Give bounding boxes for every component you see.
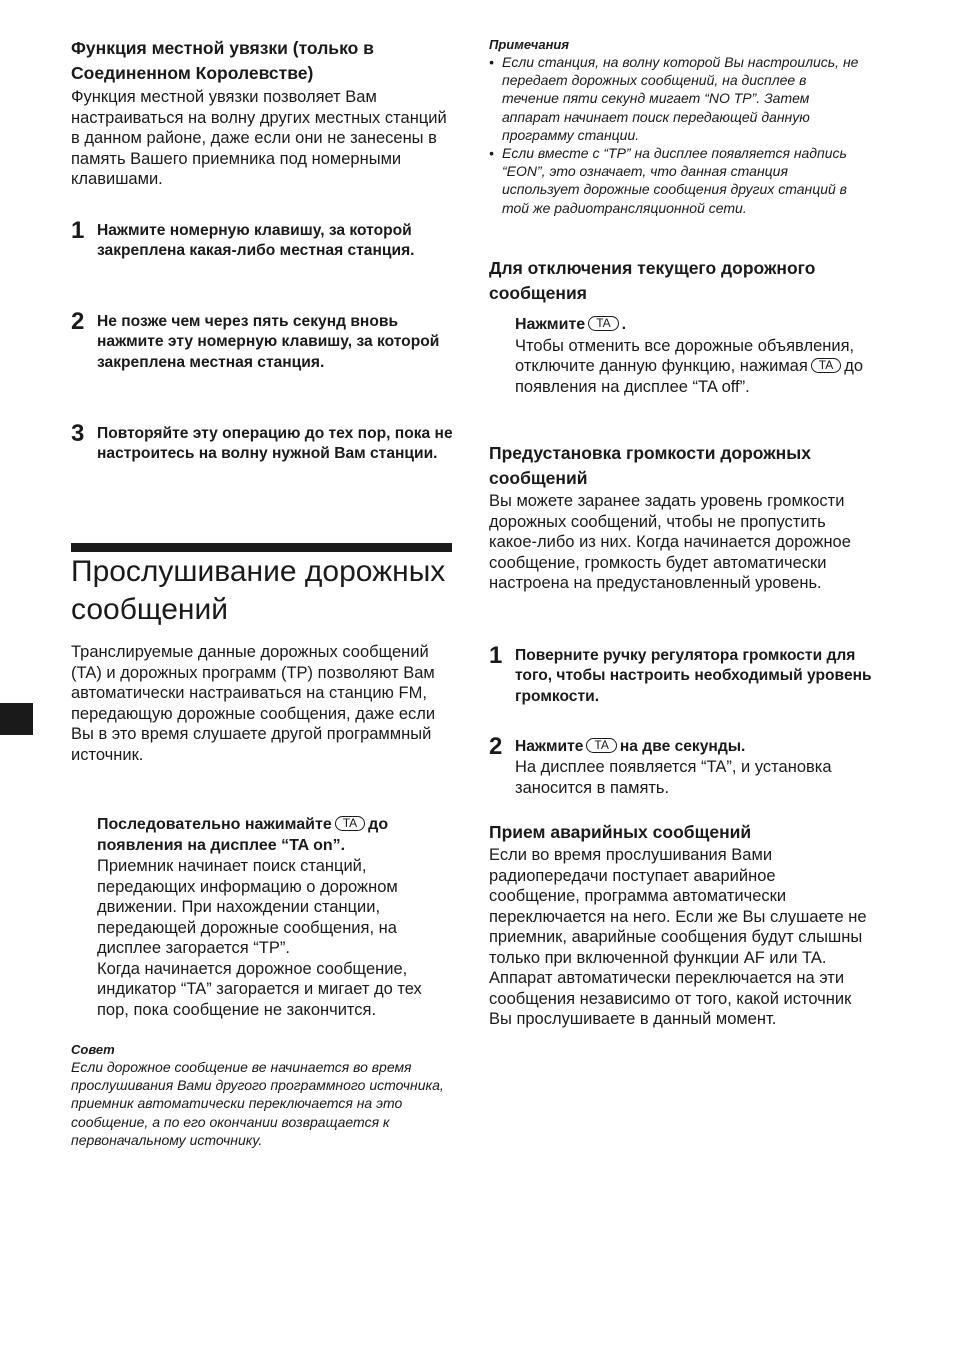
cancel-instruction: Нажмите TA .: [515, 316, 627, 333]
preset-heading: Предустановка громкости дорожных сообщений: [489, 443, 811, 488]
page-side-tab: [0, 703, 33, 735]
cancel-text-a: Чтобы отменить все дорожные объявления, отключите данную функцию, нажимая: [515, 336, 855, 375]
local-link-section: [71, 36, 455, 190]
notes-title: Примечания: [489, 37, 570, 52]
preset-step-1: [489, 642, 893, 707]
tip-title: Совет: [71, 1042, 115, 1057]
cancel-text: [515, 336, 867, 398]
emergency-text: Если во время прослушивания Вами радиопередачи поступает аварийное сообщение, программа автоматически переключается на него. Если же Вы слушаете не приемник, аварийные сообщения будут слышны только при включенной функции AF или TA. Аппарат автоматически переключается на эти сообщения независимо от того, какой источник Вы прослушиваете в данный момент.: [489, 846, 867, 1028]
note-item: [489, 53, 867, 144]
cancel-bold: Нажмите: [515, 316, 586, 333]
step-result-text: На дисплее появляется “TA”, и установка заносится в память.: [515, 758, 832, 797]
step-bold-b: на две секунды.: [619, 738, 746, 755]
ta-key-icon: TA: [588, 316, 618, 331]
step-bold-a: Нажмите: [515, 738, 584, 755]
step-number: 1: [489, 642, 503, 669]
emergency-section: [489, 820, 867, 1030]
local-link-text: Функция местной увязки позволяет Вам настраиваться на волну других местных станций в данном районе, даже если они не занесены в память Вашего приемника под номерными клавишами.: [71, 88, 447, 188]
bullet-icon: •: [489, 54, 494, 70]
note-text: Если вместе с “TP” на дисплее появляется надпись “EON”, это означает, что данная станция использует дорожные сообщения других станций в той же радиотрансляционной сети.: [502, 145, 847, 216]
cancel-body: [489, 315, 867, 397]
preset-section: [489, 441, 867, 594]
traffic-section: [71, 553, 455, 629]
tip-text: Если дорожное сообщение ве начинается во время прослушивания Вами другого программного источника, приемник автоматически переключается на это сообщение, а по его окончании возвращается к первоначальному источнику.: [71, 1059, 444, 1148]
bullet-icon: •: [489, 145, 494, 162]
note-item: [489, 144, 867, 217]
instruction-block: [71, 815, 455, 1020]
local-link-heading: Функция местной увязки (только в Соединенном Королевстве): [71, 38, 374, 83]
ta-key-icon: TA: [586, 738, 616, 753]
step-text: [515, 737, 893, 757]
step-text: Не позже чем через пять секунд вновь нажмите эту номерную клавишу, за которой закреплена местная станция.: [97, 313, 440, 371]
instruction-bold-a: Последовательно нажимайте: [97, 816, 332, 833]
step-number: 1: [71, 217, 85, 244]
note-text: Если станция, на волну которой Вы настроились, не передает дорожных сообщений, на дисплее в течение пяти секунд мигает “NO TP”. Затем аппарат начинает поиск передающей данную программу станции.: [502, 54, 859, 143]
cancel-text-b: до появления на дисплее “TA off”.: [515, 357, 864, 396]
preset-step-2: [489, 733, 893, 798]
ta-key-icon: TA: [811, 358, 841, 373]
preset-text: Вы можете заранее задать уровень громкости дорожных сообщений, чтобы не пропустить какое-либо из них. Когда начинается дорожное сообщение, громкость будет автоматически настроена на предустановленный уровень.: [489, 492, 851, 592]
step-3: [71, 420, 481, 465]
cancel-heading: Для отключения текущего дорожного сообщения: [489, 258, 816, 303]
intro-text: Транслируемые данные дорожных сообщений (TA) и дорожных программ (TP) позволяют Вам автоматически настраиваться на станцию FM, передающую дорожные сообщения, даже если Вы в это время слушаете другой программный источник.: [71, 643, 436, 764]
step-number: 2: [71, 308, 85, 335]
instruction-text-2: Когда начинается дорожное сообщение, индикатор “TA” загорается и мигает до тех пор, пока сообщение не закончится.: [97, 959, 422, 1019]
instruction-bold-b: до появления на дисплее “TA on”.: [97, 816, 389, 854]
instruction-title: [97, 815, 455, 856]
cancel-section: [489, 256, 867, 397]
step-number: 3: [71, 420, 85, 447]
step-1: [71, 217, 457, 262]
step-text: Повторяйте эту операцию до тех пор, пока не настроитесь на волну нужной Вам станции.: [97, 425, 453, 463]
section-title: Прослушивание дорожных сообщений: [71, 555, 446, 626]
step-number: 2: [489, 733, 503, 760]
section-rule: [71, 543, 452, 552]
notes-block: [489, 36, 867, 217]
step-2: [71, 308, 457, 373]
ta-key-icon: TA: [335, 816, 365, 831]
step-text: Поверните ручку регулятора громкости для того, чтобы настроить необходимый уровень громкости.: [515, 647, 872, 705]
emergency-heading: Прием аварийных сообщений: [489, 822, 752, 842]
step-text: Нажмите номерную клавишу, за которой закреплена какая-либо местная станция.: [97, 222, 415, 260]
tip-block: [71, 1041, 455, 1149]
instruction-text-1: Приемник начинает поиск станций, передающих информацию о дорожном движении. При нахождении станции, передающей дорожные сообщения, на дисплее загорается “TP”.: [97, 857, 398, 957]
intro: [71, 642, 455, 765]
